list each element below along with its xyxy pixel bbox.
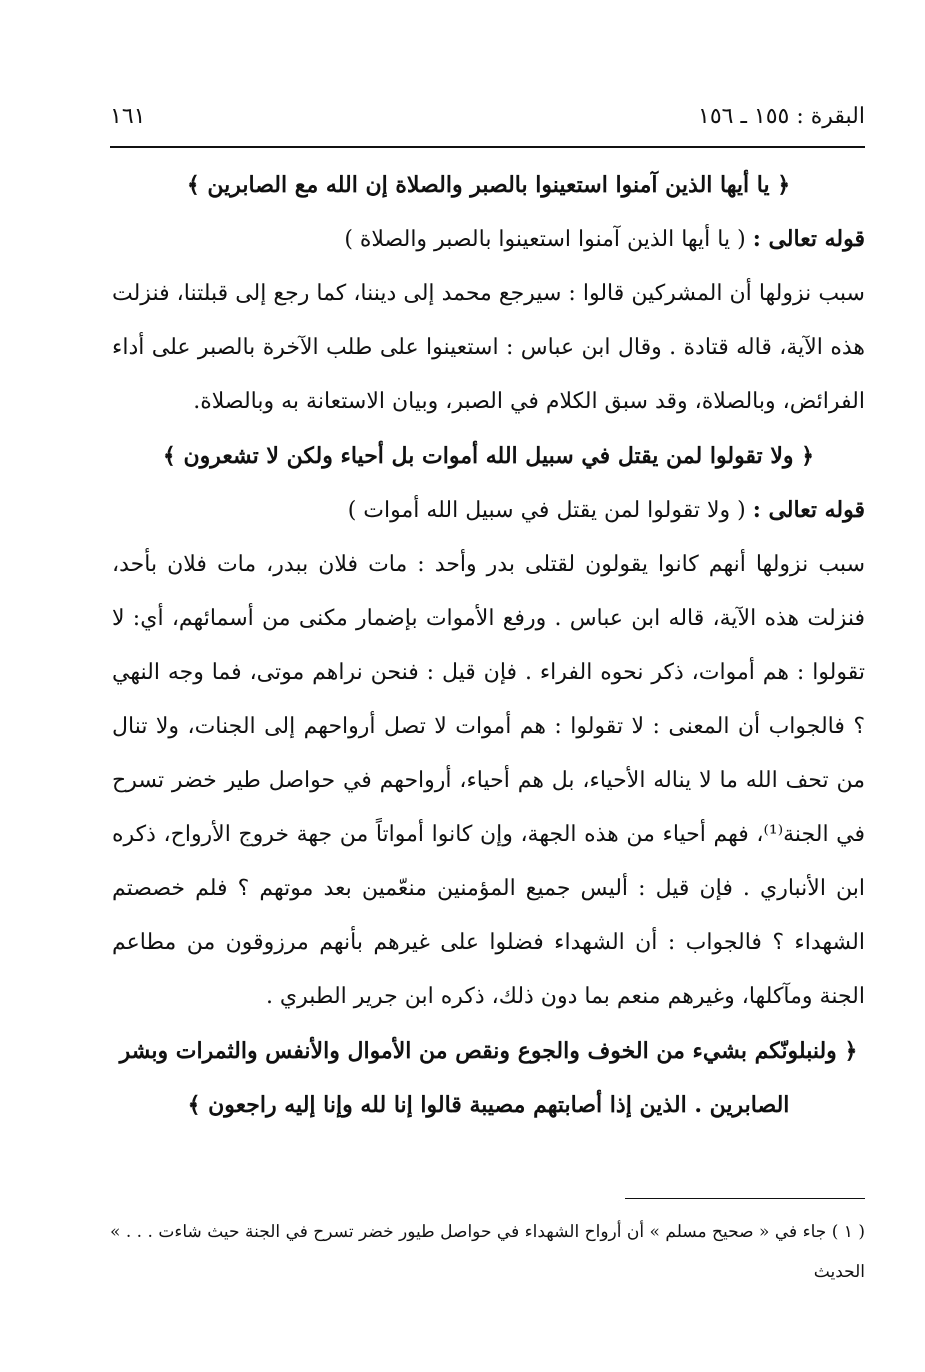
running-title: البقرة : ١٥٥ ـ ١٥٦ xyxy=(698,103,865,129)
page-header xyxy=(110,96,865,136)
quran-verse: ﴿ يا أيها الذين آمنوا استعينوا بالصبر والصلاة إن الله مع الصابرين ﴾ xyxy=(186,172,791,198)
footnote-text: ( ١ ) جاء في « صحيح مسلم » أن أرواح الشهداء في حواصل طيور خضر تسرح في الجنة حيث شاءت . . . » الحديث xyxy=(110,1222,865,1282)
verse-heading xyxy=(112,483,865,538)
footnote-rule xyxy=(625,1198,865,1199)
commentary-paragraph: سبب نزولها أنهم كانوا يقولون لقتلى بدر وأحد : مات فلان ببدر، مات فلان بأحد، فنزلت هذه الآية، قاله ابن عباس . ورفع الأموات بإضمار مكنى من أسمائهم، أي: لا تقولوا : هم أموات، ذكر نحوه الفراء . فإن قيل : فنحن نراهم موتى، فما وجه النهي ؟ فالجواب أن المعنى : لا تقولوا : هم أموات لا تصل أرواحهم إلى الجنات، ولا تنال من تحف الله ما لا يناله الأحياء، بل هم أحياء، أرواحهم في حواصل طير خضر تسرح في الجنة⁽¹⁾، فهم أحياء من هذه الجهة، وإن كانوا أمواتاً من جهة خروج الأرواح، ذكره ابن الأنباري . فإن قيل : أليس جميع المؤمنين منعّمين بعد موتهم ؟ فلم خصصتم الشهداء ؟ فالجواب : أن الشهداء فضلوا على غيرهم بأنهم مرزوقون من مطاعم الجنة ومآكلها، وغيرهم منعم بما دون ذلك، ذكره ابن جرير الطبري . xyxy=(112,552,865,1009)
footnote xyxy=(110,1212,865,1292)
commentary-paragraph: سبب نزولها أن المشركين قالوا : سيرجع محمد إلى ديننا، كما رجع إلى قبلتنا، فنزلت هذه الآية، قاله قتادة . وقال ابن عباس : استعينوا على طلب الآخرة بالصبر على أداء الفرائض، وبالصلاة، وقد سبق الكلام في الصبر، وبيان الاستعانة به وبالصلاة. xyxy=(112,281,865,414)
heading-label: قوله تعالى : xyxy=(752,497,865,523)
heading-text: ( يا أيها الذين آمنوا استعينوا بالصبر والصلاة ) xyxy=(344,227,746,252)
verse-heading xyxy=(112,212,865,267)
page-body xyxy=(112,158,865,1132)
heading-label: قوله تعالى : xyxy=(752,226,865,252)
header-rule xyxy=(110,146,865,148)
quran-verse: ﴿ ولنبلونّكم بشيء من الخوف والجوع ونقص من الأموال والأنفس والثمرات وبشر الصابرين . الذين إذا أصابتهم مصيبة قالوا إنا لله وإنا إليه راجعون ﴾ xyxy=(119,1038,858,1118)
page-number: ١٦١ xyxy=(110,103,146,129)
quran-verse: ﴿ ولا تقولوا لمن يقتل في سبيل الله أموات بل أحياء ولكن لا تشعرون ﴾ xyxy=(162,443,815,469)
heading-text: ( ولا تقولوا لمن يقتل في سبيل الله أموات ) xyxy=(347,498,746,523)
